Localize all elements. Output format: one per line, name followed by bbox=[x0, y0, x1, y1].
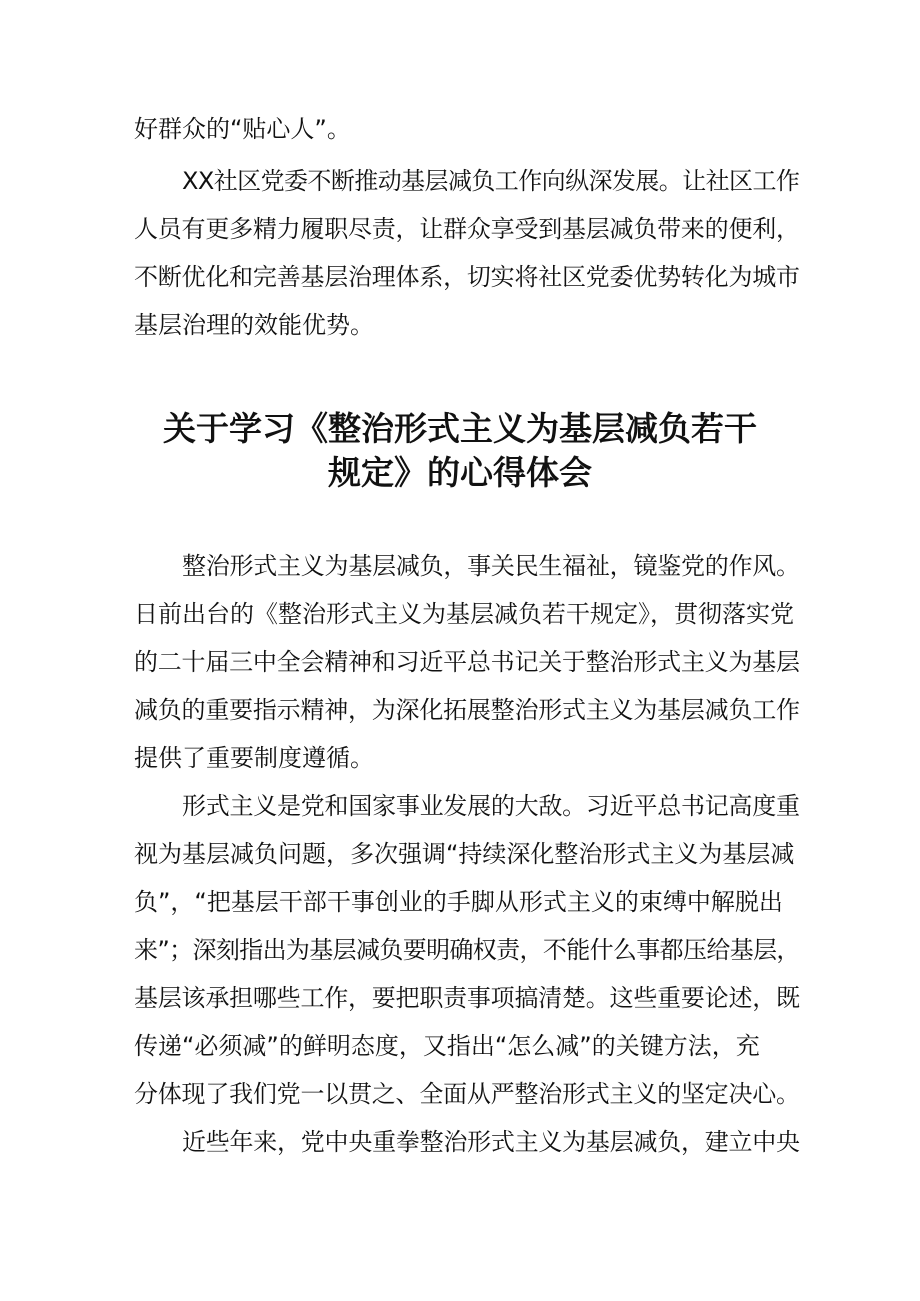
paragraph-line: 整治形式主义为基层减负，事关民生福祉，镜鉴党的作风。 bbox=[182, 552, 800, 580]
paragraph-line: 来”；深刻指出为基层减负要明确权责，不能什么事都压给基层， bbox=[134, 936, 800, 964]
paragraph-line: 传递“必须减”的鲜明态度，又指出“怎么减”的关键方法，充 bbox=[134, 1032, 760, 1060]
paragraph-line: XX社区党委不断推动基层减负工作向纵深发展。让社区工作 bbox=[182, 167, 800, 195]
paragraph-line: 近些年来，党中央重拳整治形式主义为基层减负，建立中央 bbox=[182, 1128, 800, 1156]
paragraph-line: 基层治理的效能优势。 bbox=[134, 311, 374, 339]
paragraph-line: 日前出台的《整治形式主义为基层减负若干规定》，贯彻落实党 bbox=[134, 600, 794, 628]
paragraph-line: 形式主义是党和国家事业发展的大敌。习近平总书记高度重 bbox=[182, 792, 800, 820]
paragraph-line: 人员有更多精力履职尽责，让群众享受到基层减负带来的便利， bbox=[134, 215, 800, 243]
article-title-line-1: 关于学习《整治形式主义为基层减负若干 bbox=[163, 409, 757, 448]
paragraph-line: 的二十届三中全会精神和习近平总书记关于整治形式主义为基层 bbox=[134, 648, 800, 676]
paragraph-line: 基层该承担哪些工作，要把职责事项搞清楚。这些重要论述，既 bbox=[134, 984, 800, 1012]
paragraph-line: 视为基层减负问题，多次强调“持续深化整治形式主义为基层减 bbox=[134, 840, 795, 868]
article-title-line-2: 规定》的心得体会 bbox=[328, 453, 592, 492]
paragraph-line: 不断优化和完善基层治理体系，切实将社区党委优势转化为城市 bbox=[134, 263, 800, 291]
paragraph-line: 负”，“把基层干部干事创业的手脚从形式主义的束缚中解脱出 bbox=[134, 888, 783, 916]
paragraph-line: 提供了重要制度遵循。 bbox=[134, 744, 374, 772]
paragraph-line: 分体现了我们党一以贯之、全面从严整治形式主义的坚定决心。 bbox=[134, 1080, 800, 1108]
paragraph-line: 减负的重要指示精神，为深化拓展整治形式主义为基层减负工作 bbox=[134, 696, 800, 724]
paragraph-end-line: 好群众的“贴心人”。 bbox=[134, 115, 351, 143]
